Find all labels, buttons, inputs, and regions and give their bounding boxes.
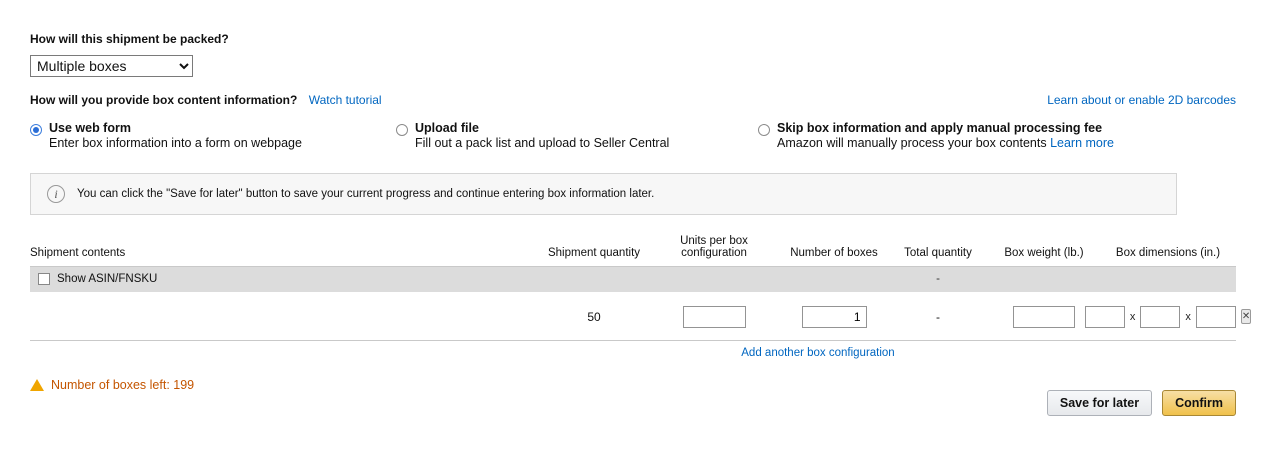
th-number-of-boxes: Number of boxes — [780, 235, 888, 267]
row-shipment-quantity: 50 — [540, 292, 648, 341]
row-total-quantity: - — [888, 292, 988, 341]
confirm-button[interactable]: Confirm — [1162, 390, 1236, 416]
radio-use-web-form[interactable] — [30, 124, 42, 136]
th-total-quantity: Total quantity — [888, 235, 988, 267]
option-upload-file-text — [415, 121, 669, 151]
save-for-later-button[interactable]: Save for later — [1047, 390, 1152, 416]
asin-toggle-cell[interactable] — [30, 267, 540, 292]
remove-box-configuration-icon[interactable]: ✕ — [1241, 311, 1251, 322]
option-skip-subtitle-text: Amazon will manually process your box contents — [777, 136, 1047, 150]
box-contents-table — [30, 235, 1251, 360]
learn-2d-barcodes-link[interactable]: Learn about or enable 2D barcodes — [1047, 93, 1236, 107]
radio-skip-box-information[interactable] — [758, 124, 770, 136]
option-use-web-form-text — [49, 121, 302, 151]
asin-row-box-weight — [988, 267, 1100, 292]
row-box-weight-cell — [988, 292, 1100, 341]
th-shipment-quantity: Shipment quantity — [540, 235, 648, 267]
info-icon: i — [47, 185, 65, 203]
option-skip-box-information[interactable] — [758, 121, 1114, 151]
box-content-question-row — [30, 93, 1236, 107]
asin-row-shipment-quantity — [540, 267, 648, 292]
dimension-separator-2: x — [1185, 310, 1191, 323]
number-of-boxes-input[interactable] — [802, 306, 867, 328]
box-content-options — [30, 121, 1236, 155]
th-box-weight: Box weight (lb.) — [988, 235, 1100, 267]
footer-actions — [1047, 390, 1236, 416]
packing-select-wrapper — [30, 55, 1236, 77]
th-shipment-contents: Shipment contents — [30, 235, 540, 267]
add-configuration-row — [30, 340, 1236, 360]
asin-row-total-quantity: - — [888, 267, 988, 292]
option-skip-title: Skip box information and apply manual processing fee — [777, 121, 1103, 135]
add-config-spacer-3 — [988, 340, 1100, 360]
show-asin-fnsku-checkbox[interactable] — [38, 273, 50, 285]
warning-icon — [30, 379, 44, 391]
add-config-spacer-1 — [30, 340, 540, 360]
option-use-web-form-title: Use web form — [49, 121, 131, 135]
asin-row-number-of-boxes — [780, 267, 888, 292]
box-configuration-row — [30, 292, 1236, 341]
box-width-input[interactable] — [1140, 306, 1180, 328]
radio-upload-file[interactable] — [396, 124, 408, 136]
row-box-dimensions-cell — [1100, 292, 1251, 341]
add-another-box-configuration-link[interactable]: Add another box configuration — [741, 346, 895, 359]
box-content-question-text: How will you provide box content information? — [30, 93, 298, 107]
table-header-row — [30, 235, 1236, 267]
option-use-web-form[interactable] — [30, 121, 302, 151]
skip-learn-more-link[interactable]: Learn more — [1050, 136, 1114, 150]
row-units-per-box-cell — [648, 292, 780, 341]
option-use-web-form-subtitle: Enter box information into a form on webpage — [49, 136, 302, 150]
option-skip-subtitle — [777, 136, 1114, 151]
box-height-input[interactable] — [1196, 306, 1236, 328]
box-content-question — [30, 93, 382, 107]
info-banner-text: You can click the "Save for later" button to save your current progress and continue entering box information later. — [77, 188, 655, 200]
row-shipment-contents — [30, 292, 540, 341]
th-units-per-box-configuration: Units per box configuration — [648, 235, 780, 267]
units-per-box-input[interactable] — [683, 306, 746, 328]
th-box-dimensions: Box dimensions (in.) — [1100, 235, 1236, 267]
packing-method-select[interactable] — [30, 55, 193, 77]
box-length-input[interactable] — [1085, 306, 1125, 328]
option-upload-file-subtitle: Fill out a pack list and upload to Seller Central — [415, 136, 670, 150]
show-asin-fnsku-label: Show ASIN/FNSKU — [57, 273, 158, 286]
option-upload-file[interactable] — [396, 121, 669, 151]
option-upload-file-title: Upload file — [415, 121, 479, 135]
option-skip-box-information-text — [777, 121, 1114, 151]
row-number-of-boxes-cell — [780, 292, 888, 341]
box-weight-input[interactable] — [1013, 306, 1075, 328]
add-config-spacer-4 — [1100, 340, 1236, 360]
asin-row-box-dimensions — [1100, 267, 1236, 292]
info-banner — [30, 173, 1177, 215]
watch-tutorial-link[interactable]: Watch tutorial — [308, 93, 382, 107]
add-config-spacer-2 — [540, 340, 648, 360]
asin-toggle-row — [30, 267, 1236, 292]
packing-question: How will this shipment be packed? — [30, 32, 229, 46]
dimension-separator-1: x — [1129, 310, 1136, 323]
asin-row-units-per-box — [648, 267, 780, 292]
boxes-left-text: Number of boxes left: 199 — [51, 377, 195, 392]
